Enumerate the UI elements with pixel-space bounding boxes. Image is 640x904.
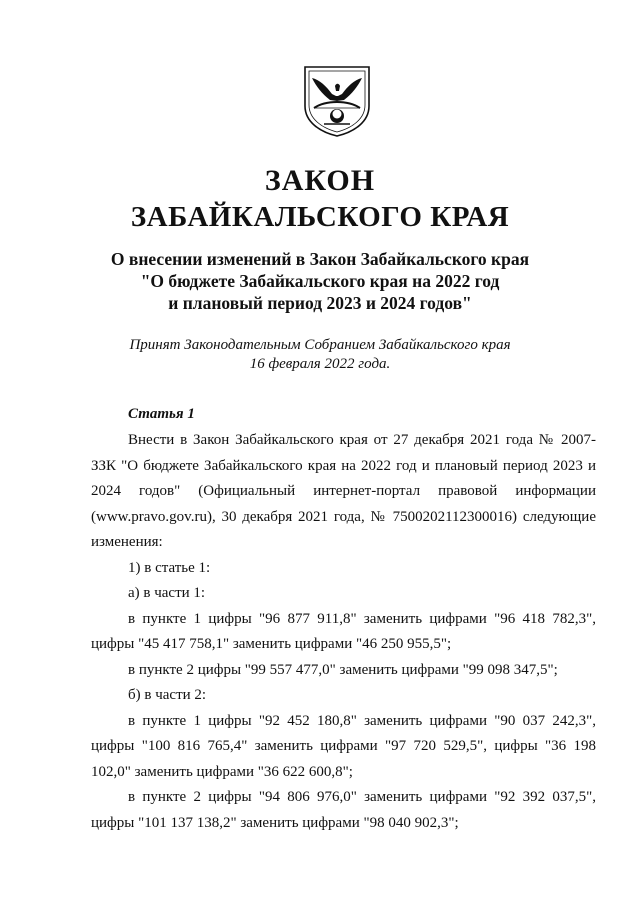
article-heading: Статья 1: [128, 406, 195, 422]
subtitle-line: О внесении изменений в Закон Забайкальского края: [110, 249, 530, 269]
list-item: в пункте 2 цифры "99 557 477,0" заменить цифрами "99 098 347,5";: [128, 661, 558, 678]
subtitle-line: и плановый период 2023 и 2024 годов": [168, 293, 472, 313]
document-subtitle: [0, 248, 640, 314]
list-item: в пункте 1 цифры "92 452 180,8" заменить цифрами "90 037 242,3", цифры "100 816 765,4" заменить цифрами "97 720 529,5", цифры "36 198 102,0" заменить цифрами "36 622 600,8";: [91, 712, 596, 780]
list-item: в пункте 2 цифры "94 806 976,0" заменить цифрами "92 392 037,5", цифры "101 137 138,2" заменить цифрами "98 040 902,3";: [91, 789, 596, 831]
adoption-date: 16 февраля 2022 года.: [249, 356, 391, 372]
list-item: б) в части 2:: [128, 687, 207, 703]
document-region: ЗАБАЙКАЛЬСКОГО КРАЯ: [130, 201, 510, 233]
article-body: [91, 428, 596, 836]
document-title: ЗАКОН: [264, 164, 376, 197]
coat-of-arms-icon: [302, 64, 372, 138]
adoption-line: Принят Законодательным Собранием Забайкальского края: [129, 337, 511, 353]
list-item: а) в части 1:: [128, 585, 206, 601]
list-item: в пункте 1 цифры "96 877 911,8" заменить цифрами "96 418 782,3", цифры "45 417 758,1" заменить цифрами "46 250 955,5";: [91, 610, 596, 652]
article-intro: Внести в Закон Забайкальского края от 27 декабря 2021 года № 2007-ЗЗК "О бюджете Забайкальского края на 2022 год и плановый период 2023 и 2024 годов" (Официальный интернет-портал правовой информации (www.pravo.gov.ru), 30 декабря 2021 года, № 7500202112300016) следующие изменения:: [91, 432, 596, 550]
adoption-note: [0, 336, 640, 374]
subtitle-line: "О бюджете Забайкальского края на 2022 год: [140, 271, 500, 291]
list-item: 1) в статье 1:: [128, 559, 211, 576]
